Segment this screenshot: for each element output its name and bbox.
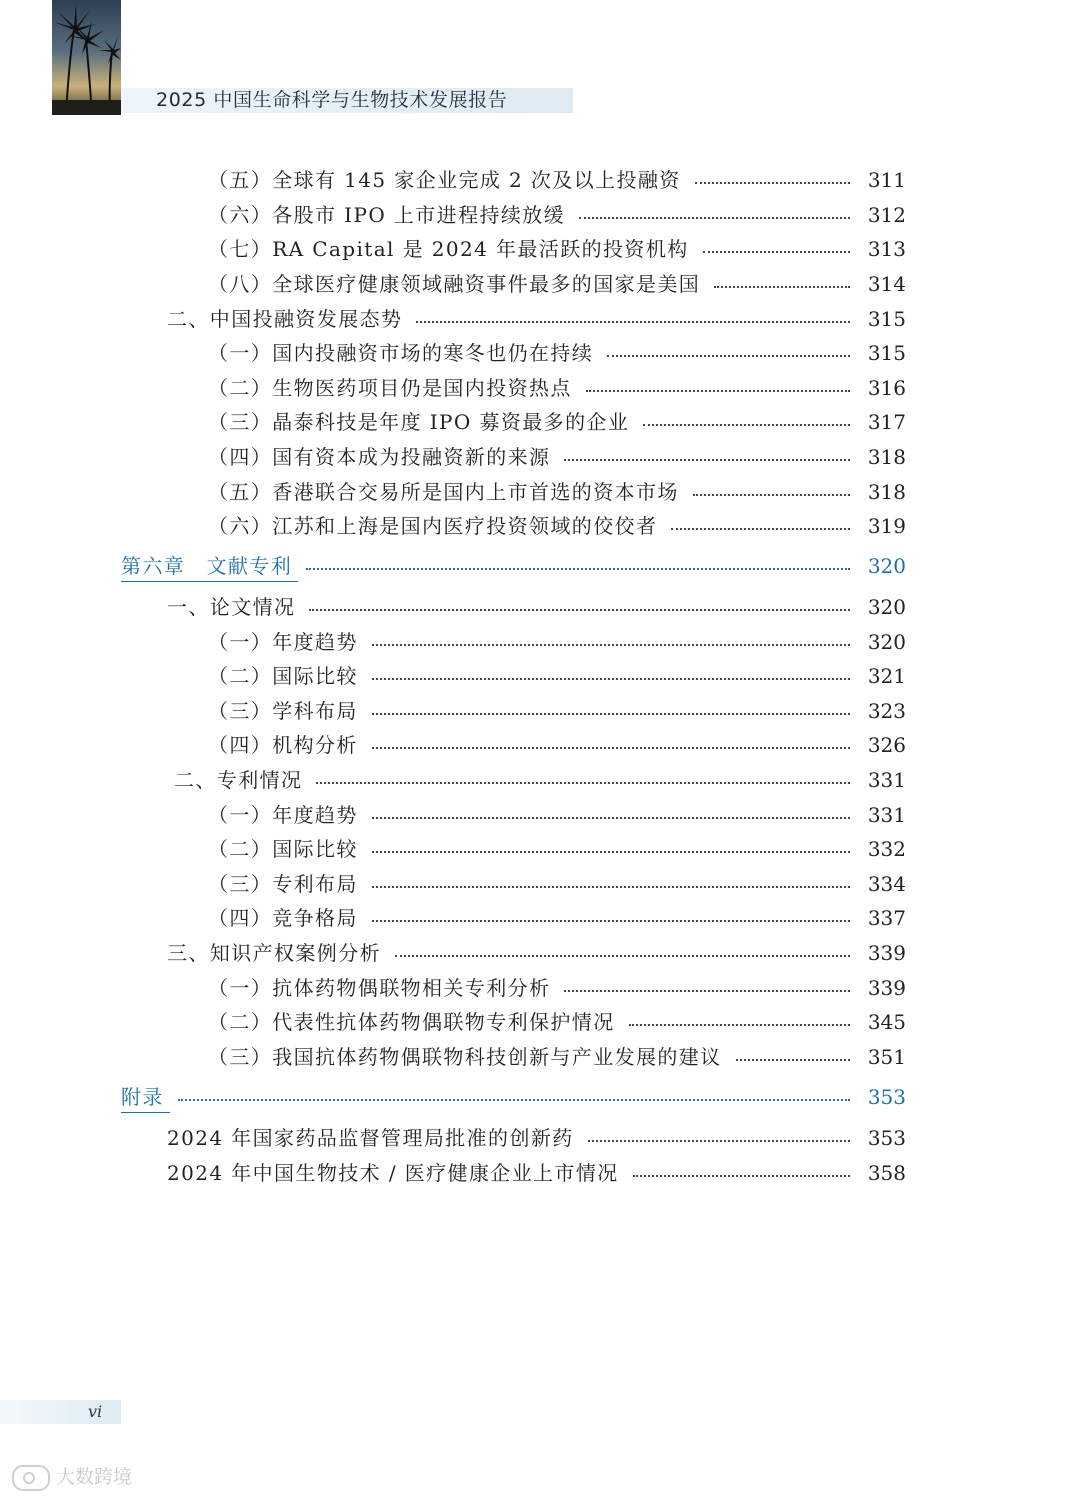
- toc-leader-dots: [309, 601, 850, 611]
- toc-page-number: 311: [867, 168, 906, 192]
- toc-leader-dots: [372, 912, 850, 922]
- toc-leader-dots: [671, 520, 850, 530]
- toc-leader-dots: [579, 209, 850, 219]
- toc-entry[interactable]: [0, 592, 1080, 622]
- toc-entry-title: 第六章 文献专利: [121, 554, 293, 578]
- toc-entry[interactable]: [0, 869, 1080, 899]
- toc-leader-dots: [316, 774, 850, 784]
- toc-entry[interactable]: [0, 200, 1080, 230]
- toc-page-number: 326: [867, 733, 906, 757]
- toc-page-number: 334: [867, 872, 906, 896]
- toc-page-number: 317: [867, 410, 906, 434]
- toc-leader-dots: [306, 560, 850, 570]
- toc-page-number: 319: [867, 514, 906, 538]
- toc-entry-title: 2024 年国家药品监督管理局批准的创新药: [167, 1126, 574, 1150]
- toc-leader-dots: [178, 1091, 850, 1101]
- toc-page-number: 353: [867, 1126, 906, 1150]
- toc-page-number: 331: [867, 803, 906, 827]
- toc-entry-title: （五）全球有 145 家企业完成 2 次及以上投融资: [208, 168, 681, 192]
- toc-leader-dots: [643, 416, 850, 426]
- chapter-underline: [121, 581, 298, 582]
- toc-page-number: 318: [867, 445, 906, 469]
- toc-leader-dots: [703, 243, 850, 253]
- toc-leader-dots: [372, 636, 850, 646]
- toc-leader-dots: [588, 1132, 850, 1142]
- toc-page-number: 312: [867, 203, 906, 227]
- toc-entry-title: （三）学科布局: [208, 699, 358, 723]
- toc-page-number: 332: [867, 837, 906, 861]
- toc-entry-title: 二、中国投融资发展态势: [167, 307, 403, 331]
- toc-entry[interactable]: [0, 165, 1080, 195]
- toc-entry[interactable]: [0, 373, 1080, 403]
- toc-entry-title: （一）国内投融资市场的寒冬也仍在持续: [208, 341, 594, 365]
- toc-page-number: 318: [867, 480, 906, 504]
- toc-entry-title: （二）国际比较: [208, 837, 358, 861]
- toc-entry[interactable]: [0, 627, 1080, 657]
- toc-entry[interactable]: [0, 1123, 1080, 1153]
- toc-entry-title: （三）专利布局: [208, 872, 358, 896]
- toc-entry-title: （三）晶泰科技是年度 IPO 募资最多的企业: [208, 410, 630, 434]
- toc-entry[interactable]: [0, 765, 1080, 795]
- running-header-title: 2025 中国生命科学与生物技术发展报告: [156, 89, 508, 111]
- toc-entry-title: （五）香港联合交易所是国内上市首选的资本市场: [208, 480, 679, 504]
- chapter-underline: [121, 1112, 170, 1113]
- watermark: [12, 1462, 132, 1492]
- toc-entry[interactable]: [0, 834, 1080, 864]
- watermark-text: 大数跨境: [56, 1466, 133, 1488]
- toc-page-number: 316: [867, 376, 906, 400]
- toc-leader-dots: [564, 451, 850, 461]
- toc-leader-dots: [416, 313, 850, 323]
- toc-page-number: 315: [867, 307, 906, 331]
- toc-entry[interactable]: [0, 269, 1080, 299]
- page-number: vi: [88, 1402, 103, 1421]
- toc-entry[interactable]: [0, 442, 1080, 472]
- toc-page-number: 323: [867, 699, 906, 723]
- toc-entry[interactable]: [0, 1007, 1080, 1037]
- toc-entry-title: （六）各股市 IPO 上市进程持续放缓: [208, 203, 566, 227]
- toc-entry-title: 三、知识产权案例分析: [167, 941, 381, 965]
- toc-leader-dots: [714, 278, 850, 288]
- toc-leader-dots: [736, 1051, 850, 1061]
- toc-leader-dots: [372, 809, 850, 819]
- toc-page-number: 321: [867, 664, 906, 688]
- toc-page-number: 345: [867, 1010, 906, 1034]
- watermark-logo-icon: [12, 1465, 50, 1491]
- toc-entry-title: （一）年度趋势: [208, 803, 358, 827]
- toc-entry[interactable]: [0, 407, 1080, 437]
- toc-entry-title: 2024 年中国生物技术 / 医疗健康企业上市情况: [167, 1161, 619, 1185]
- folio-band: [0, 1400, 121, 1424]
- toc-leader-dots: [695, 174, 850, 184]
- toc-entry-title: 附录: [121, 1085, 164, 1109]
- toc-entry[interactable]: [0, 938, 1080, 968]
- toc-entry-title: （四）机构分析: [208, 733, 358, 757]
- toc-entry[interactable]: [0, 696, 1080, 726]
- toc-page-number: 351: [867, 1045, 906, 1069]
- toc-page-number: 331: [867, 768, 906, 792]
- toc-entry[interactable]: [0, 730, 1080, 760]
- toc-page-number: 314: [867, 272, 906, 296]
- toc-entry[interactable]: [0, 477, 1080, 507]
- toc-leader-dots: [372, 739, 850, 749]
- toc-entry-title: （六）江苏和上海是国内医疗投资领域的佼佼者: [208, 514, 658, 538]
- toc-entry-title: 二、专利情况: [174, 768, 303, 792]
- toc-leader-dots: [586, 382, 850, 392]
- toc-entry[interactable]: [0, 234, 1080, 264]
- toc-leader-dots: [372, 705, 850, 715]
- toc-entry-title: （四）竞争格局: [208, 906, 358, 930]
- toc-page-number: 320: [867, 595, 906, 619]
- toc-entry[interactable]: [0, 973, 1080, 1003]
- toc-entry-title: （一）抗体药物偶联物相关专利分析: [208, 976, 551, 1000]
- toc-page-number: 337: [867, 906, 906, 930]
- toc-page-number: 315: [867, 341, 906, 365]
- toc-page-number: 339: [867, 941, 906, 965]
- toc-leader-dots: [372, 670, 850, 680]
- toc-entry-title: （三）我国抗体药物偶联物科技创新与产业发展的建议: [208, 1045, 722, 1069]
- toc-entry[interactable]: [0, 903, 1080, 933]
- toc-leader-dots: [395, 947, 850, 957]
- toc-entry-title: （二）生物医药项目仍是国内投资热点: [208, 376, 572, 400]
- toc-chapter-entry[interactable]: [0, 1082, 1080, 1112]
- toc-entry-title: （二）代表性抗体药物偶联物专利保护情况: [208, 1010, 615, 1034]
- toc-page-number: 339: [867, 976, 906, 1000]
- toc-page-number: 358: [867, 1161, 906, 1185]
- toc-entry[interactable]: [0, 304, 1080, 334]
- toc-entry[interactable]: [0, 800, 1080, 830]
- toc-entry-title: 一、论文情况: [167, 595, 296, 619]
- toc-leader-dots: [372, 843, 850, 853]
- toc-entry-title: （四）国有资本成为投融资新的来源: [208, 445, 551, 469]
- toc-leader-dots: [693, 486, 850, 496]
- toc-entry[interactable]: [0, 661, 1080, 691]
- toc-leader-dots: [633, 1167, 850, 1177]
- toc-leader-dots: [372, 878, 850, 888]
- toc-entry[interactable]: [0, 338, 1080, 368]
- toc-leader-dots: [607, 347, 850, 357]
- toc-entry-title: （八）全球医疗健康领域融资事件最多的国家是美国: [208, 272, 701, 296]
- toc-entry[interactable]: [0, 511, 1080, 541]
- toc-page-number: 320: [867, 554, 906, 578]
- toc-page-number: 353: [867, 1085, 906, 1109]
- toc-chapter-entry[interactable]: [0, 551, 1080, 581]
- toc-entry[interactable]: [0, 1042, 1080, 1072]
- toc-entry-title: （七）RA Capital 是 2024 年最活跃的投资机构: [208, 237, 689, 261]
- toc-entry-title: （一）年度趋势: [208, 630, 358, 654]
- toc-entry[interactable]: [0, 1158, 1080, 1188]
- toc-page-number: 313: [867, 237, 906, 261]
- toc-page-number: 320: [867, 630, 906, 654]
- toc-entry-title: （二）国际比较: [208, 664, 358, 688]
- toc-leader-dots: [629, 1016, 850, 1026]
- toc-leader-dots: [564, 982, 850, 992]
